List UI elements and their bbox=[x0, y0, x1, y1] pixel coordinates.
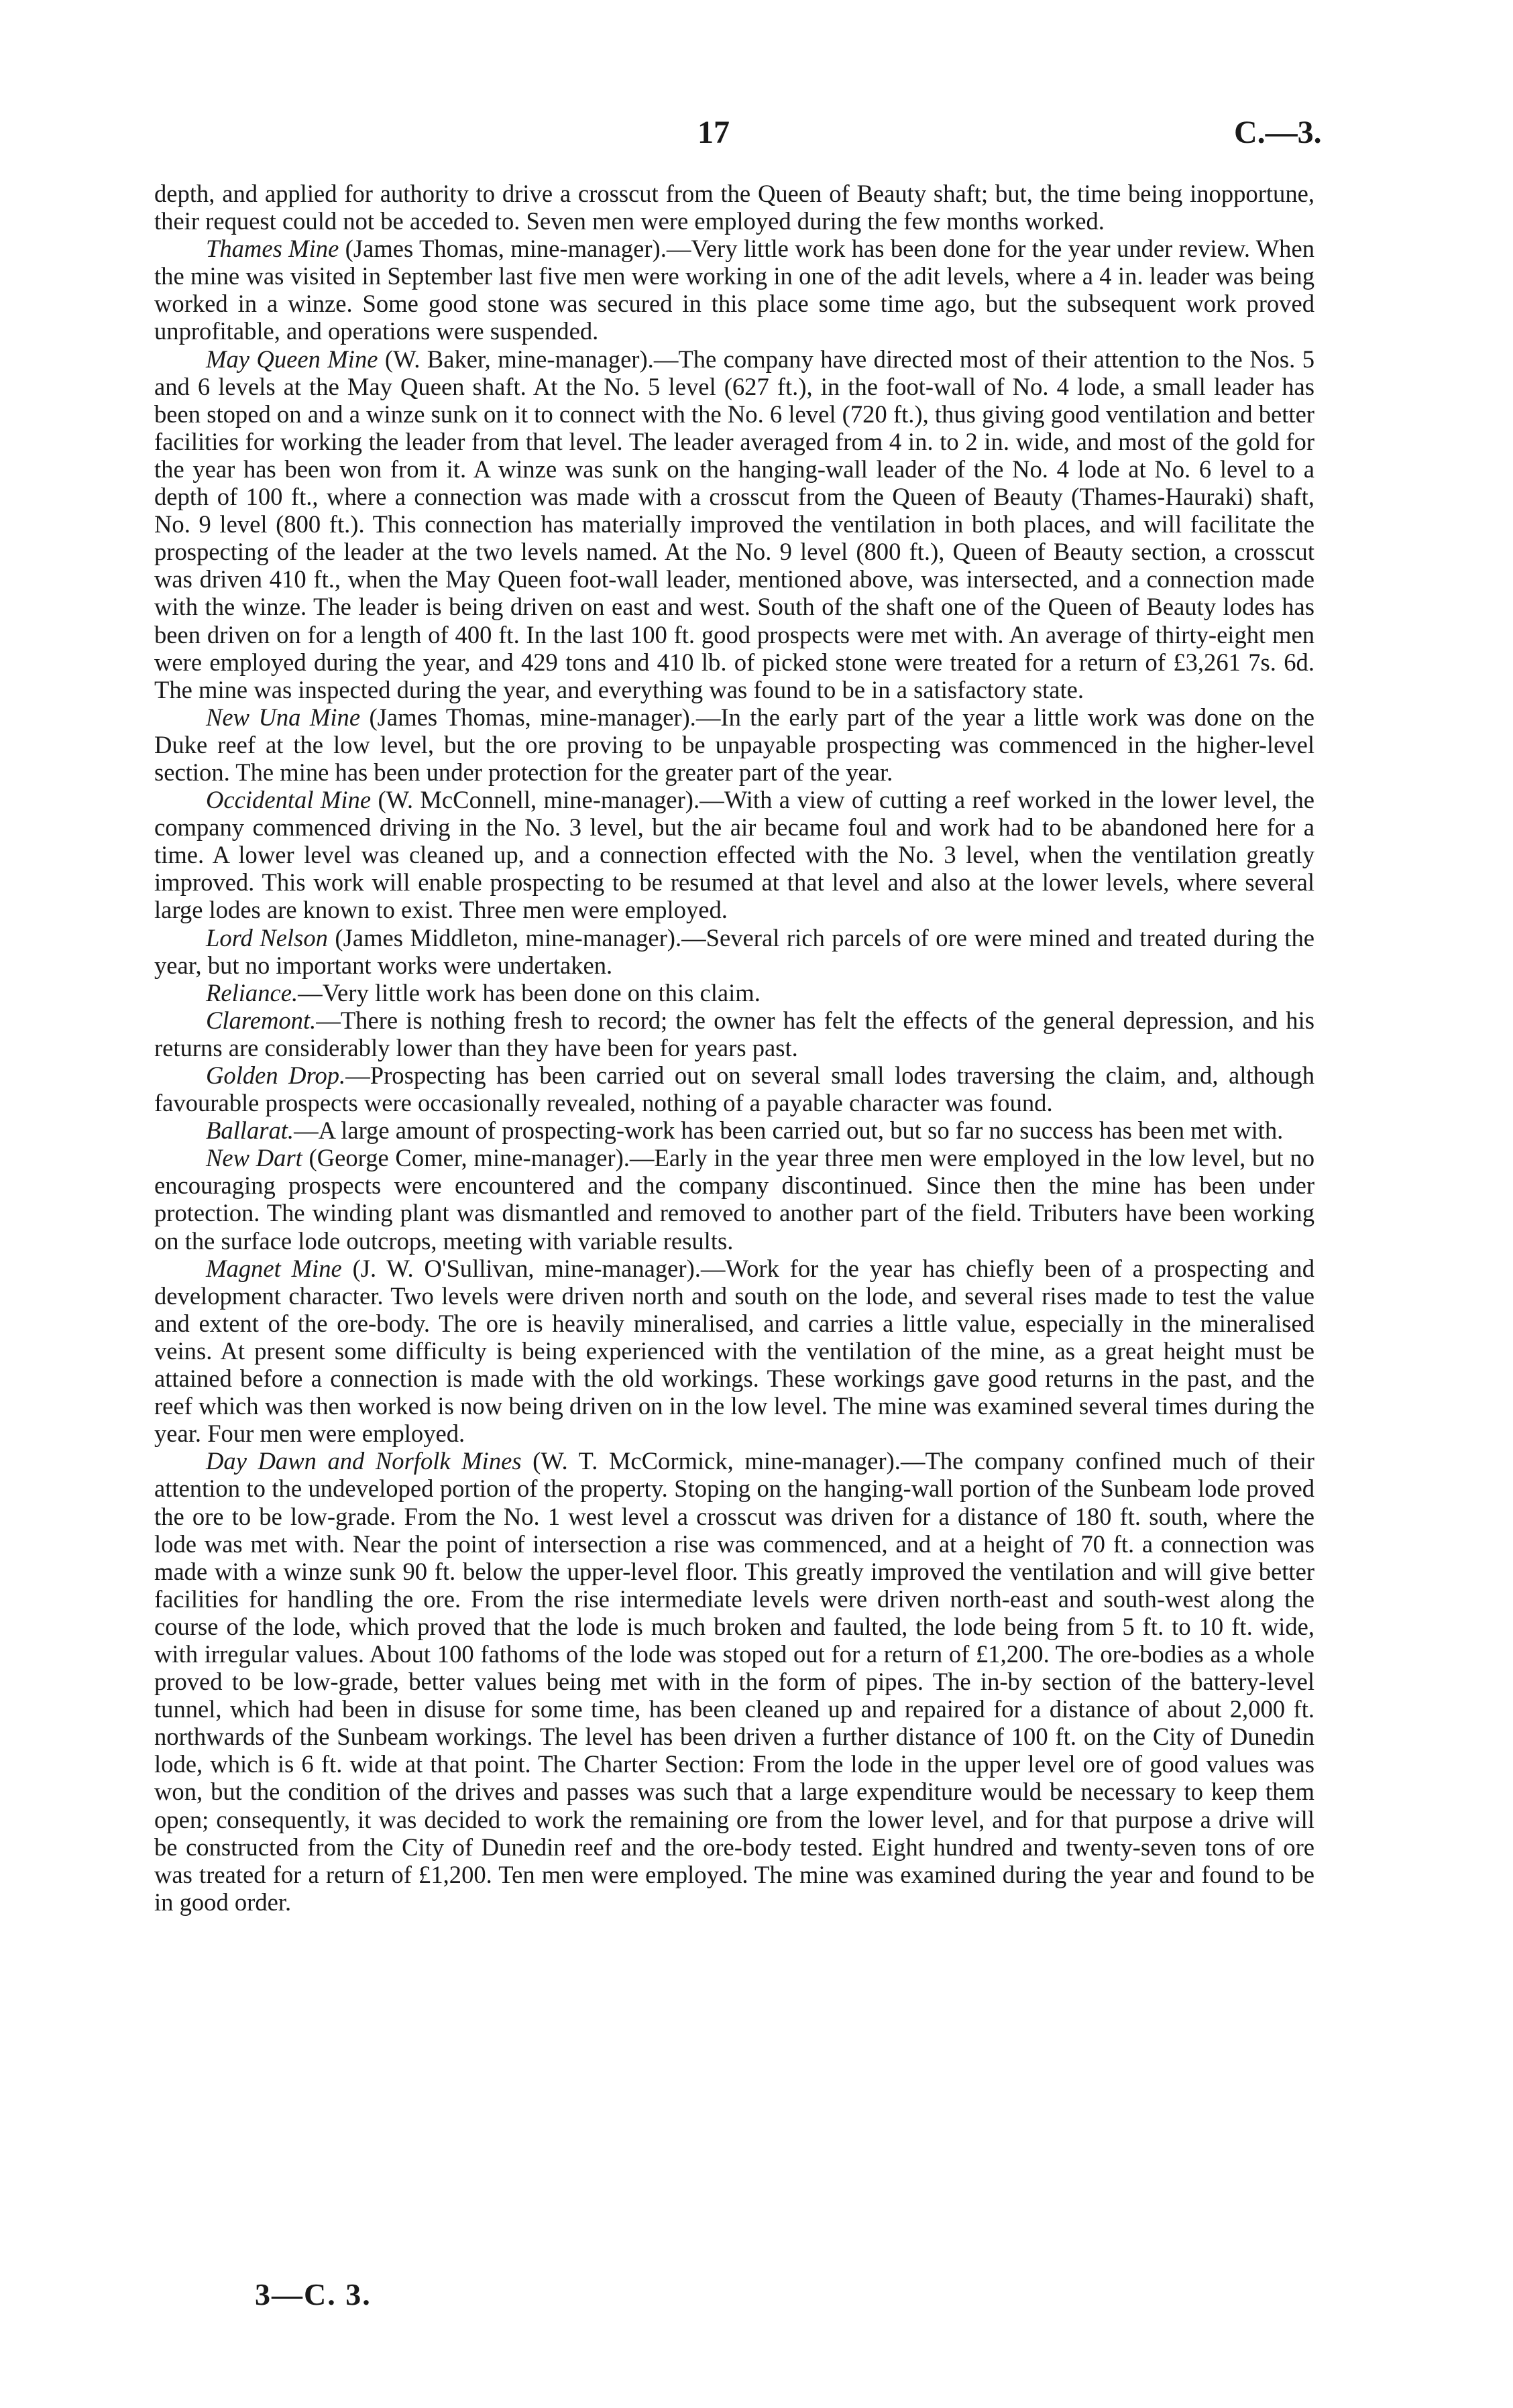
mine-name: Occidental Mine bbox=[206, 786, 372, 814]
mine-name: New Dart bbox=[206, 1144, 302, 1172]
paragraph-day-dawn-norfolk-mines bbox=[154, 1447, 1314, 1916]
paragraph-text: (James Thomas, mine-manager).—Very little work has been done for the year under review. When the mine was visited in September last five men were working in one of the adit levels, where a 4 in. leader was being worked in a winze. Some good stone was secured in this place some time ago, but the subsequent work proved unprofitable, and operations were suspended. bbox=[154, 235, 1314, 345]
paragraph-lord-nelson bbox=[154, 924, 1314, 979]
paragraph-text: (James Thomas, mine-manager).—In the early part of the year a little work was done on the Duke reef at the low level, but the ore proving to be unpayable prospecting was commenced in the higher-level section. The mine has been under protection for the greater part of the year. bbox=[154, 703, 1314, 786]
paragraph-text: (James Middleton, mine-manager).—Several rich parcels of ore were mined and treated during the year, but no important works were undertaken. bbox=[154, 923, 1314, 979]
page-number: 17 bbox=[697, 115, 730, 150]
mine-name: New Una Mine bbox=[206, 703, 361, 731]
paragraph-magnet-mine bbox=[154, 1255, 1314, 1448]
paragraph-new-dart bbox=[154, 1144, 1314, 1254]
paragraph-may-queen-mine bbox=[154, 345, 1314, 703]
signature-mark: 3—C. 3. bbox=[255, 2277, 372, 2311]
document-reference: C.—3. bbox=[1234, 115, 1322, 150]
mine-name: Lord Nelson bbox=[206, 923, 328, 952]
paragraph-text: (J. W. O'Sullivan, mine-manager).—Work for the year has chiefly been of a prospecting and development character. Two levels were driven north and south on the lode, and several rises made to test the value and extent of the ore-body. The ore is heavily mineralised, and carries a little value, especially in the mineralised veins. At present some difficulty is being experienced with the ventilation of the mine, as a great height must be attained before a connection is made with the old workings. These workings gave good returns in the past, and the reef which was then worked is now being driven on in the low level. The mine was examined several times during the year. Four men were employed. bbox=[154, 1254, 1314, 1448]
paragraph-reliance bbox=[154, 979, 1314, 1007]
paragraph-thames-mine bbox=[154, 235, 1314, 345]
paragraph-golden-drop bbox=[154, 1062, 1314, 1116]
mine-name: Thames Mine bbox=[206, 235, 339, 263]
mine-name: Golden Drop. bbox=[206, 1062, 346, 1089]
mine-name: Reliance. bbox=[206, 978, 298, 1007]
mine-name: Day Dawn and Norfolk Mines bbox=[206, 1447, 522, 1475]
paragraph-text: —A large amount of prospecting-work has been carried out, but so far no success has been met with. bbox=[294, 1116, 1284, 1145]
paragraph-claremont bbox=[154, 1007, 1314, 1062]
paragraph-text: (W. Baker, mine-manager).—The company have directed most of their attention to the Nos. 5 and 6 levels at the May Queen shaft. At the No. 5 level (627 ft.), in the foot-wall of No. 4 lode, a small leader has been stoped on and a winze sunk on it to connect with the No. 6 level (720 ft.), thus giving good ventilation and better facilities for working the leader from that level. The leader averaged from 4 in. to 2 in. wide, and most of the gold for the year has been won from it. A winze was sunk on the hanging-wall leader of the No. 4 lode at No. 6 level to a depth of 100 ft., where a connection was made with a crosscut from the Queen of Beauty (Thames-Hauraki) shaft, No. 9 level (800 ft.). This connection has materially improved the ventilation in both places, and will facilitate the prospecting of the leader at the two levels named. At the No. 9 level (800 ft.), Queen of Beauty section, a crosscut was driven 410 ft., when the May Queen foot-wall leader, mentioned above, was intersected, and a connection made with the winze. The leader is being driven on east and west. South of the shaft one of the Queen of Beauty lodes has been driven on for a length of 400 ft. In the last 100 ft. good prospects were met with. An average of thirty-eight men were employed during the year, and 429 tons and 410 lb. of picked stone were treated for a return of £3,261 7s. 6d. The mine was inspected during the year, and everything was found to be in a satisfactory state. bbox=[154, 345, 1314, 703]
paragraph-new-una-mine bbox=[154, 703, 1314, 786]
paragraph-text: —There is nothing fresh to record; the owner has felt the effects of the general depression, and his returns are considerably lower than they have been for years past. bbox=[154, 1006, 1314, 1062]
paragraph-text: (George Comer, mine-manager).—Early in the year three men were employed in the low level, but no encouraging prospects were encountered and the company discontinued. Since then the mine has been under protection. The winding plant was dismantled and removed to another part of the field. Tributers have been working on the surface lode outcrops, meeting with variable results. bbox=[154, 1144, 1314, 1255]
mine-name: Magnet Mine bbox=[206, 1254, 342, 1282]
mine-name: Claremont. bbox=[206, 1006, 317, 1034]
body-text bbox=[154, 180, 1314, 1916]
paragraph-ballarat bbox=[154, 1116, 1314, 1144]
paragraph-text: —Very little work has been done on this claim. bbox=[298, 978, 761, 1007]
mine-name: Ballarat. bbox=[206, 1116, 294, 1145]
paragraph-text: —Prospecting has been carried out on several small lodes traversing the claim, and, although favourable prospects were occasionally revealed, nothing of a payable character was found. bbox=[154, 1062, 1314, 1117]
paragraph-occidental-mine bbox=[154, 786, 1314, 923]
paragraph-text: (W. McConnell, mine-manager).—With a view of cutting a reef worked in the lower level, the company commenced driving in the No. 3 level, but the air became foul and work had to be abandoned here for a time. A lower level was cleaned up, and a connection effected with the No. 3 level, when the ventilation greatly improved. This work will enable prospecting to be resumed at that level and also at the lower levels, where several large lodes are known to exist. Three men were employed. bbox=[154, 786, 1314, 924]
paragraph-continuation bbox=[154, 180, 1314, 235]
paragraph-text: depth, and applied for authority to drive a crosscut from the Queen of Beauty shaft; but, the time being inopportune, their request could not be acceded to. Seven men were employed during the few months worked. bbox=[154, 180, 1314, 235]
mine-name: May Queen Mine bbox=[206, 345, 378, 373]
paragraph-text: (W. T. McCormick, mine-manager).—The company confined much of their attention to the undeveloped portion of the property. Stoping on the hanging-wall portion of the Sunbeam lode proved the ore to be low-grade. From the No. 1 west level a crosscut was driven for a distance of 180 ft. south, where the lode was met with. Near the point of intersection a rise was commenced, and at a height of 70 ft. a connection was made with a winze sunk 90 ft. below the upper-level floor. This greatly improved the ventilation and will give better facilities for handling the ore. From the rise intermediate levels were driven north-east and south-west along the course of the lode, which proved that the lode is much broken and faulted, the lode being from 5 ft. to 10 ft. wide, with irregular values. About 100 fathoms of the lode was stoped out for a return of £1,200. The ore-bodies as a whole proved to be low-grade, better values being met with in the form of pipes. The in-by section of the battery-level tunnel, which had been in disuse for some time, has been cleaned up and repaired for a distance of about 2,000 ft. northwards of the Sunbeam workings. The level has been driven a further distance of 100 ft. on the City of Dunedin lode, which is 6 ft. wide at that point. The Charter Section: From the lode in the upper level ore of good values was won, but the condition of the drives and passes was such that a large expenditure would be necessary to keep them open; consequently, it was decided to work the remaining ore from the lower level, and for that purpose a drive will be constructed from the City of Dunedin reef and the ore-body tested. Eight hundred and twenty-seven tons of ore was treated for a return of £1,200. Ten men were employed. The mine was examined during the year and found to be in good order. bbox=[154, 1447, 1314, 1916]
